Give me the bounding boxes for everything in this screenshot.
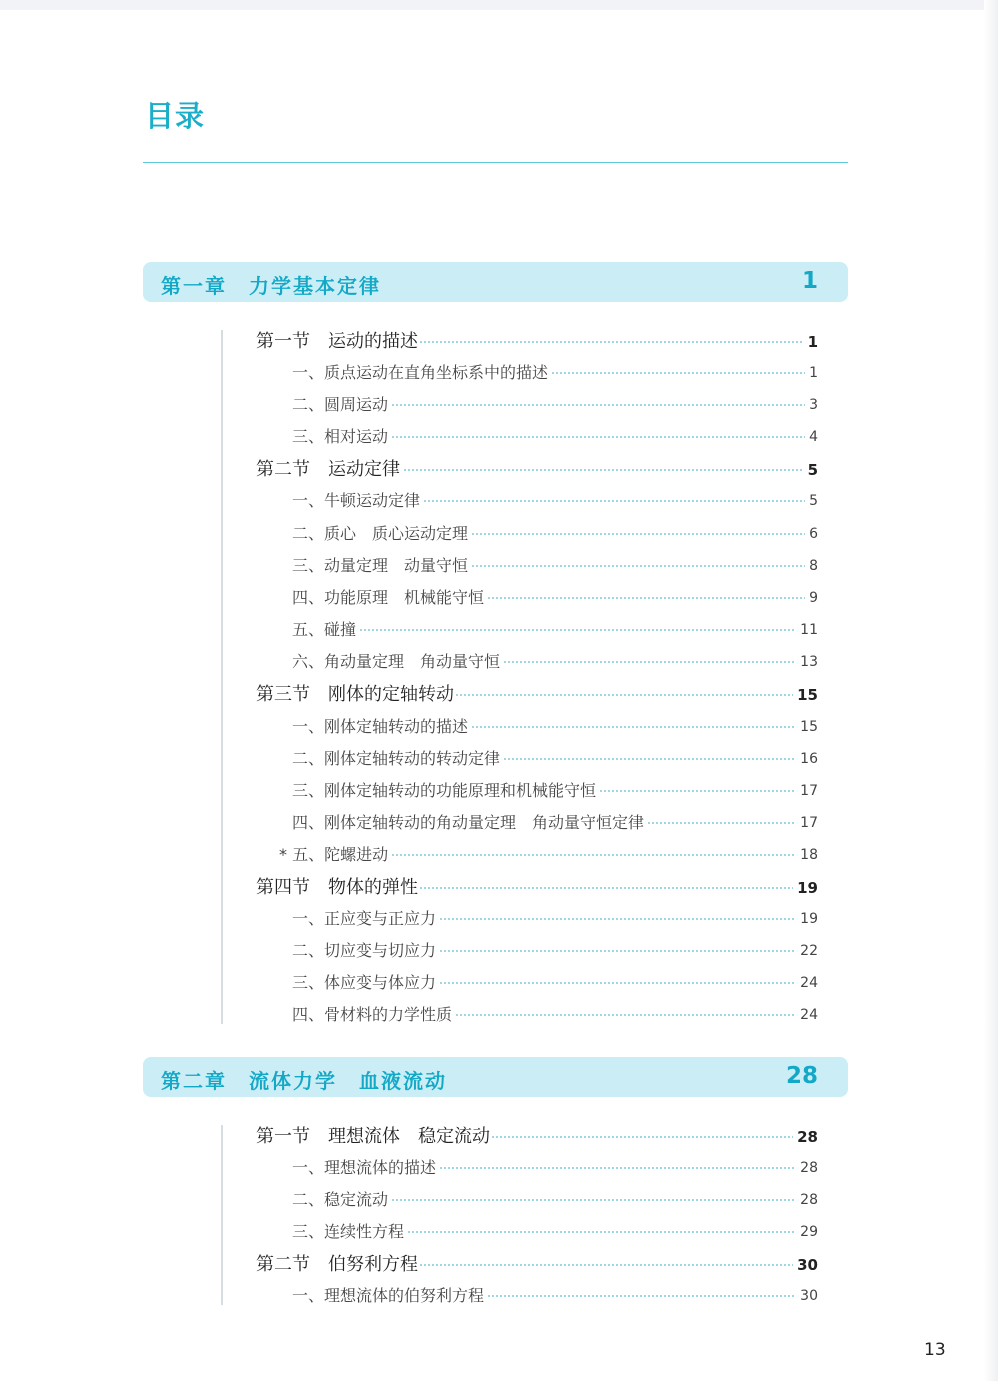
title-divider: [143, 162, 848, 163]
chapter-page: 1: [801, 268, 818, 294]
entry-label: 一、刚体定轴转动的描述: [292, 714, 470, 740]
entry-page: 24: [796, 970, 818, 996]
toc-subsection-entry[interactable]: [0, 938, 998, 964]
toc-section-entry[interactable]: [0, 1124, 998, 1150]
entry-label: 四、骨材料的力学性质: [292, 1002, 454, 1028]
page-number: 13: [924, 1340, 946, 1360]
entry-label: 一、正应变与正应力: [292, 906, 438, 932]
chapter-label: 第二章 流体力学 血液流动: [161, 1069, 447, 1093]
entry-page: 19: [796, 906, 818, 932]
entry-label: 第一节 运动的描述: [256, 329, 420, 355]
toc-section-entry[interactable]: [0, 875, 998, 901]
entry-label: 三、体应变与体应力: [292, 970, 438, 996]
entry-label: 二、圆周运动: [292, 392, 390, 418]
entry-label: 一、质点运动在直角坐标系中的描述: [292, 360, 550, 386]
entry-label: 第二节 伯努利方程: [256, 1252, 420, 1278]
entry-label: * 五、陀螺进动: [279, 842, 390, 868]
toc-section-entry[interactable]: [0, 457, 998, 483]
entry-label: 第三节 刚体的定轴转动: [256, 682, 456, 708]
entry-label: 四、功能原理 机械能守恒: [292, 585, 486, 611]
entry-label: 第一节 理想流体 稳定流动: [256, 1124, 492, 1150]
entry-page: 9: [805, 585, 818, 611]
entry-label: 一、理想流体的伯努利方程: [292, 1283, 486, 1309]
toc-title: 目录: [145, 99, 206, 133]
entry-label: 第四节 物体的弹性: [256, 875, 420, 901]
entry-page: 11: [796, 617, 818, 643]
toc-subsection-entry[interactable]: [0, 1002, 998, 1028]
entry-label: 三、刚体定轴转动的功能原理和机械能守恒: [292, 778, 598, 804]
entry-label: 三、相对运动: [292, 424, 390, 450]
entry-page: 4: [805, 424, 818, 450]
toc-subsection-entry[interactable]: [0, 585, 998, 611]
toc-subsection-entry[interactable]: [0, 1187, 998, 1213]
toc-subsection-entry[interactable]: [0, 424, 998, 450]
entry-page: 22: [796, 938, 818, 964]
entry-page: 5: [805, 488, 818, 514]
entry-page: 17: [796, 778, 818, 804]
entry-page: 1: [804, 329, 818, 355]
entry-page: 28: [793, 1124, 818, 1150]
toc-subsection-entry[interactable]: [0, 521, 998, 547]
toc-subsection-entry[interactable]: [0, 392, 998, 418]
entry-label: 三、动量定理 动量守恒: [292, 553, 470, 579]
toc-subsection-entry[interactable]: [0, 1219, 998, 1245]
toc-subsection-entry[interactable]: [0, 1283, 998, 1309]
entry-page: 24: [796, 1002, 818, 1028]
entry-label: 一、牛顿运动定律: [292, 488, 422, 514]
chapter-2-rule: [221, 1125, 223, 1305]
toc-section-entry[interactable]: [0, 682, 998, 708]
toc-subsection-entry[interactable]: [0, 617, 998, 643]
entry-page: 5: [804, 457, 818, 483]
entry-page: 8: [805, 553, 818, 579]
dot-leader: [292, 629, 814, 631]
toc-subsection-entry[interactable]: [0, 778, 998, 804]
chapter-page: 28: [785, 1063, 818, 1089]
entry-page: 17: [796, 810, 818, 836]
entry-label: 二、切应变与切应力: [292, 938, 438, 964]
toc-subsection-entry[interactable]: [0, 906, 998, 932]
toc-subsection-entry[interactable]: [0, 1155, 998, 1181]
entry-page: 15: [796, 714, 818, 740]
toc-subsection-entry[interactable]: [0, 714, 998, 740]
entry-label: 六、角动量定理 角动量守恒: [292, 649, 502, 675]
entry-label: 四、刚体定轴转动的角动量定理 角动量守恒定律: [292, 810, 646, 836]
entry-label: 三、连续性方程: [292, 1219, 406, 1245]
entry-page: 3: [805, 392, 818, 418]
entry-page: 15: [793, 682, 818, 708]
toc-section-entry[interactable]: [0, 1252, 998, 1278]
toc-subsection-entry[interactable]: [0, 970, 998, 996]
chapter-2-header[interactable]: [143, 1057, 848, 1097]
toc-subsection-entry[interactable]: [0, 553, 998, 579]
entry-label: 二、稳定流动: [292, 1187, 390, 1213]
entry-label: 二、刚体定轴转动的转动定律: [292, 746, 502, 772]
entry-page: 29: [796, 1219, 818, 1245]
toc-subsection-entry[interactable]: [0, 649, 998, 675]
entry-page: 18: [796, 842, 818, 868]
top-bar: [0, 0, 998, 10]
toc-subsection-entry[interactable]: [0, 842, 998, 868]
entry-page: 30: [793, 1252, 818, 1278]
entry-page: 16: [796, 746, 818, 772]
toc-section-entry[interactable]: [0, 329, 998, 355]
entry-label: 一、理想流体的描述: [292, 1155, 438, 1181]
toc-subsection-entry[interactable]: [0, 746, 998, 772]
entry-page: 30: [796, 1283, 818, 1309]
chapter-1-header[interactable]: [143, 262, 848, 302]
toc-subsection-entry[interactable]: [0, 810, 998, 836]
entry-label: 第二节 运动定律: [256, 457, 402, 483]
toc-subsection-entry[interactable]: [0, 360, 998, 386]
entry-label: 五、碰撞: [292, 617, 358, 643]
entry-page: 1: [805, 360, 818, 386]
entry-page: 13: [796, 649, 818, 675]
toc-subsection-entry[interactable]: [0, 488, 998, 514]
entry-page: 28: [796, 1187, 818, 1213]
entry-page: 6: [805, 521, 818, 547]
chapter-label: 第一章 力学基本定律: [161, 274, 381, 298]
entry-label: 二、质心 质心运动定理: [292, 521, 470, 547]
entry-page: 19: [793, 875, 818, 901]
entry-page: 28: [796, 1155, 818, 1181]
